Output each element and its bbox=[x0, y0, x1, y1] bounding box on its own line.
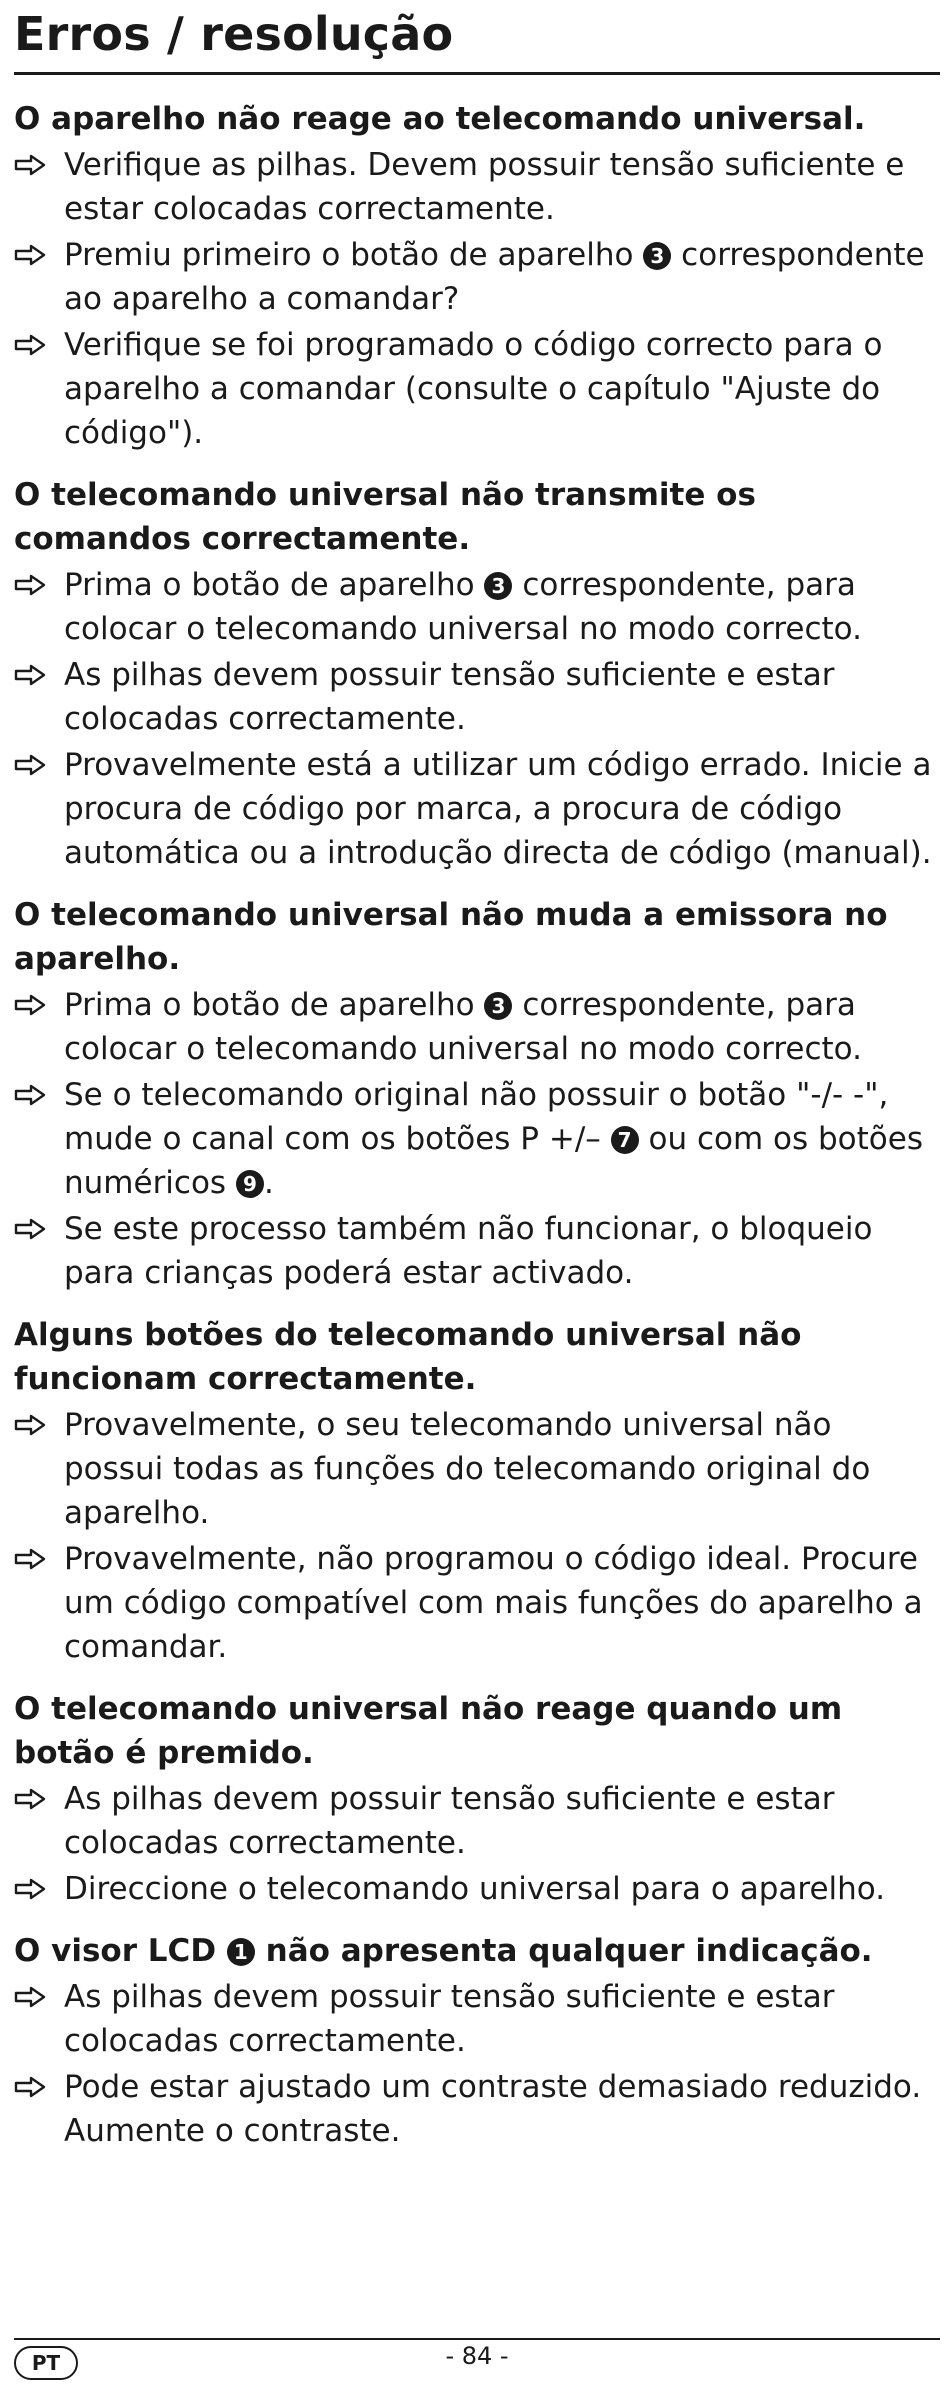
section-no-channel-change bbox=[14, 893, 940, 1295]
heading-text-start: O visor LCD bbox=[14, 1933, 227, 1969]
callout-number: 3 bbox=[484, 992, 512, 1020]
list-item bbox=[14, 233, 940, 321]
item-text-end: . bbox=[263, 1165, 274, 1201]
section-heading: O aparelho não reage ao telecomando universal. bbox=[14, 101, 866, 137]
list-item bbox=[14, 1867, 940, 1911]
item-text: Se este processo também não funcionar, o bloqueio para crianças poderá estar activado. bbox=[64, 1211, 873, 1291]
item-text-end: correspondente, para colocar o telecomando universal no modo correcto. bbox=[64, 987, 862, 1067]
arrow-right-icon bbox=[14, 1207, 64, 1251]
item-text-start: Prima o botão de aparelho bbox=[64, 567, 485, 603]
title-divider bbox=[14, 72, 940, 75]
callout-number: 3 bbox=[484, 572, 512, 600]
heading-text-end: não apresenta qualquer indicação. bbox=[254, 1933, 873, 1969]
arrow-right-icon bbox=[14, 143, 64, 187]
list-item bbox=[14, 1537, 940, 1669]
section-heading: Alguns botões do telecomando universal não funcionam correctamente. bbox=[14, 1317, 802, 1397]
callout-number: 7 bbox=[611, 1126, 639, 1154]
item-text-start: Se o telecomando original não possuir o botão "-/- -", mude o canal com os botões P +/– bbox=[64, 1077, 889, 1157]
list-item bbox=[14, 1207, 940, 1295]
arrow-right-icon bbox=[14, 233, 64, 277]
item-text bbox=[64, 233, 940, 321]
arrow-right-icon bbox=[14, 983, 64, 1027]
list-item bbox=[14, 653, 940, 741]
page-footer bbox=[14, 2338, 940, 2375]
item-text: Verifique as pilhas. Devem possuir tensão suficiente e estar colocadas correctamente. bbox=[64, 147, 905, 227]
list-item bbox=[14, 1975, 940, 2063]
section-heading: O telecomando universal não muda a emissora no aparelho. bbox=[14, 897, 888, 977]
item-text: Provavelmente, o seu telecomando universal não possui todas as funções do telecomando original do aparelho. bbox=[64, 1407, 871, 1531]
list-item bbox=[14, 1403, 940, 1535]
item-text bbox=[64, 1073, 940, 1205]
item-text: Provavelmente, não programou o código ideal. Procure um código compatível com mais funções do aparelho a comandar. bbox=[64, 1541, 923, 1665]
callout-number: 1 bbox=[227, 1938, 255, 1966]
list-item bbox=[14, 323, 940, 455]
arrow-right-icon bbox=[14, 1975, 64, 2019]
list-item bbox=[14, 983, 940, 1071]
language-badge: PT bbox=[14, 2346, 78, 2380]
arrow-right-icon bbox=[14, 743, 64, 787]
item-text: Direccione o telecomando universal para o aparelho. bbox=[64, 1871, 886, 1907]
page-title: Erros / resolução bbox=[14, 7, 454, 61]
list-item bbox=[14, 1073, 940, 1205]
arrow-right-icon bbox=[14, 1777, 64, 1821]
item-text: As pilhas devem possuir tensão suficiente e estar colocadas correctamente. bbox=[64, 1979, 835, 2059]
arrow-right-icon bbox=[14, 2065, 64, 2109]
item-text: Provavelmente está a utilizar um código errado. Inicie a procura de código por marca, a procura de código automática ou a introdução directa de código (manual). bbox=[64, 747, 932, 871]
section-wrong-commands bbox=[14, 473, 940, 875]
section-heading: O telecomando universal não reage quando um botão é premido. bbox=[14, 1691, 843, 1771]
section-no-reaction-button bbox=[14, 1687, 940, 1911]
callout-number: 9 bbox=[236, 1170, 264, 1198]
section-heading bbox=[14, 1929, 940, 1973]
arrow-right-icon bbox=[14, 1867, 64, 1911]
arrow-right-icon bbox=[14, 323, 64, 367]
section-no-reaction bbox=[14, 97, 940, 455]
item-text-start: Premiu primeiro o botão de aparelho bbox=[64, 237, 644, 273]
item-text: Verifique se foi programado o código correcto para o aparelho a comandar (consulte o capítulo "Ajuste do código"). bbox=[64, 327, 883, 451]
arrow-right-icon bbox=[14, 1073, 64, 1117]
list-item bbox=[14, 2065, 940, 2153]
section-some-buttons bbox=[14, 1313, 940, 1669]
section-heading: O telecomando universal não transmite os comandos correctamente. bbox=[14, 477, 756, 557]
arrow-right-icon bbox=[14, 1537, 64, 1581]
item-text-end: correspondente ao aparelho a comandar? bbox=[64, 237, 925, 317]
manual-page bbox=[14, 0, 940, 2171]
callout-number: 3 bbox=[643, 242, 671, 270]
item-text-start: Prima o botão de aparelho bbox=[64, 987, 485, 1023]
item-text: As pilhas devem possuir tensão suficiente e estar colocadas correctamente. bbox=[64, 1781, 835, 1861]
arrow-right-icon bbox=[14, 563, 64, 607]
item-text-end: correspondente, para colocar o telecomando universal no modo correcto. bbox=[64, 567, 862, 647]
list-item bbox=[14, 563, 940, 651]
item-text bbox=[64, 983, 940, 1071]
item-text-middle: ou com os botões numéricos bbox=[64, 1121, 923, 1201]
arrow-right-icon bbox=[14, 1403, 64, 1447]
item-text bbox=[64, 563, 940, 651]
arrow-right-icon bbox=[14, 653, 64, 697]
footer-divider bbox=[14, 2338, 940, 2340]
item-text: As pilhas devem possuir tensão suficiente e estar colocadas correctamente. bbox=[64, 657, 835, 737]
item-text: Pode estar ajustado um contraste demasiado reduzido. Aumente o contraste. bbox=[64, 2069, 922, 2149]
list-item bbox=[14, 143, 940, 231]
list-item bbox=[14, 1777, 940, 1865]
list-item bbox=[14, 743, 940, 875]
section-lcd-blank bbox=[14, 1929, 940, 2153]
page-number: - 84 - bbox=[445, 2342, 509, 2370]
